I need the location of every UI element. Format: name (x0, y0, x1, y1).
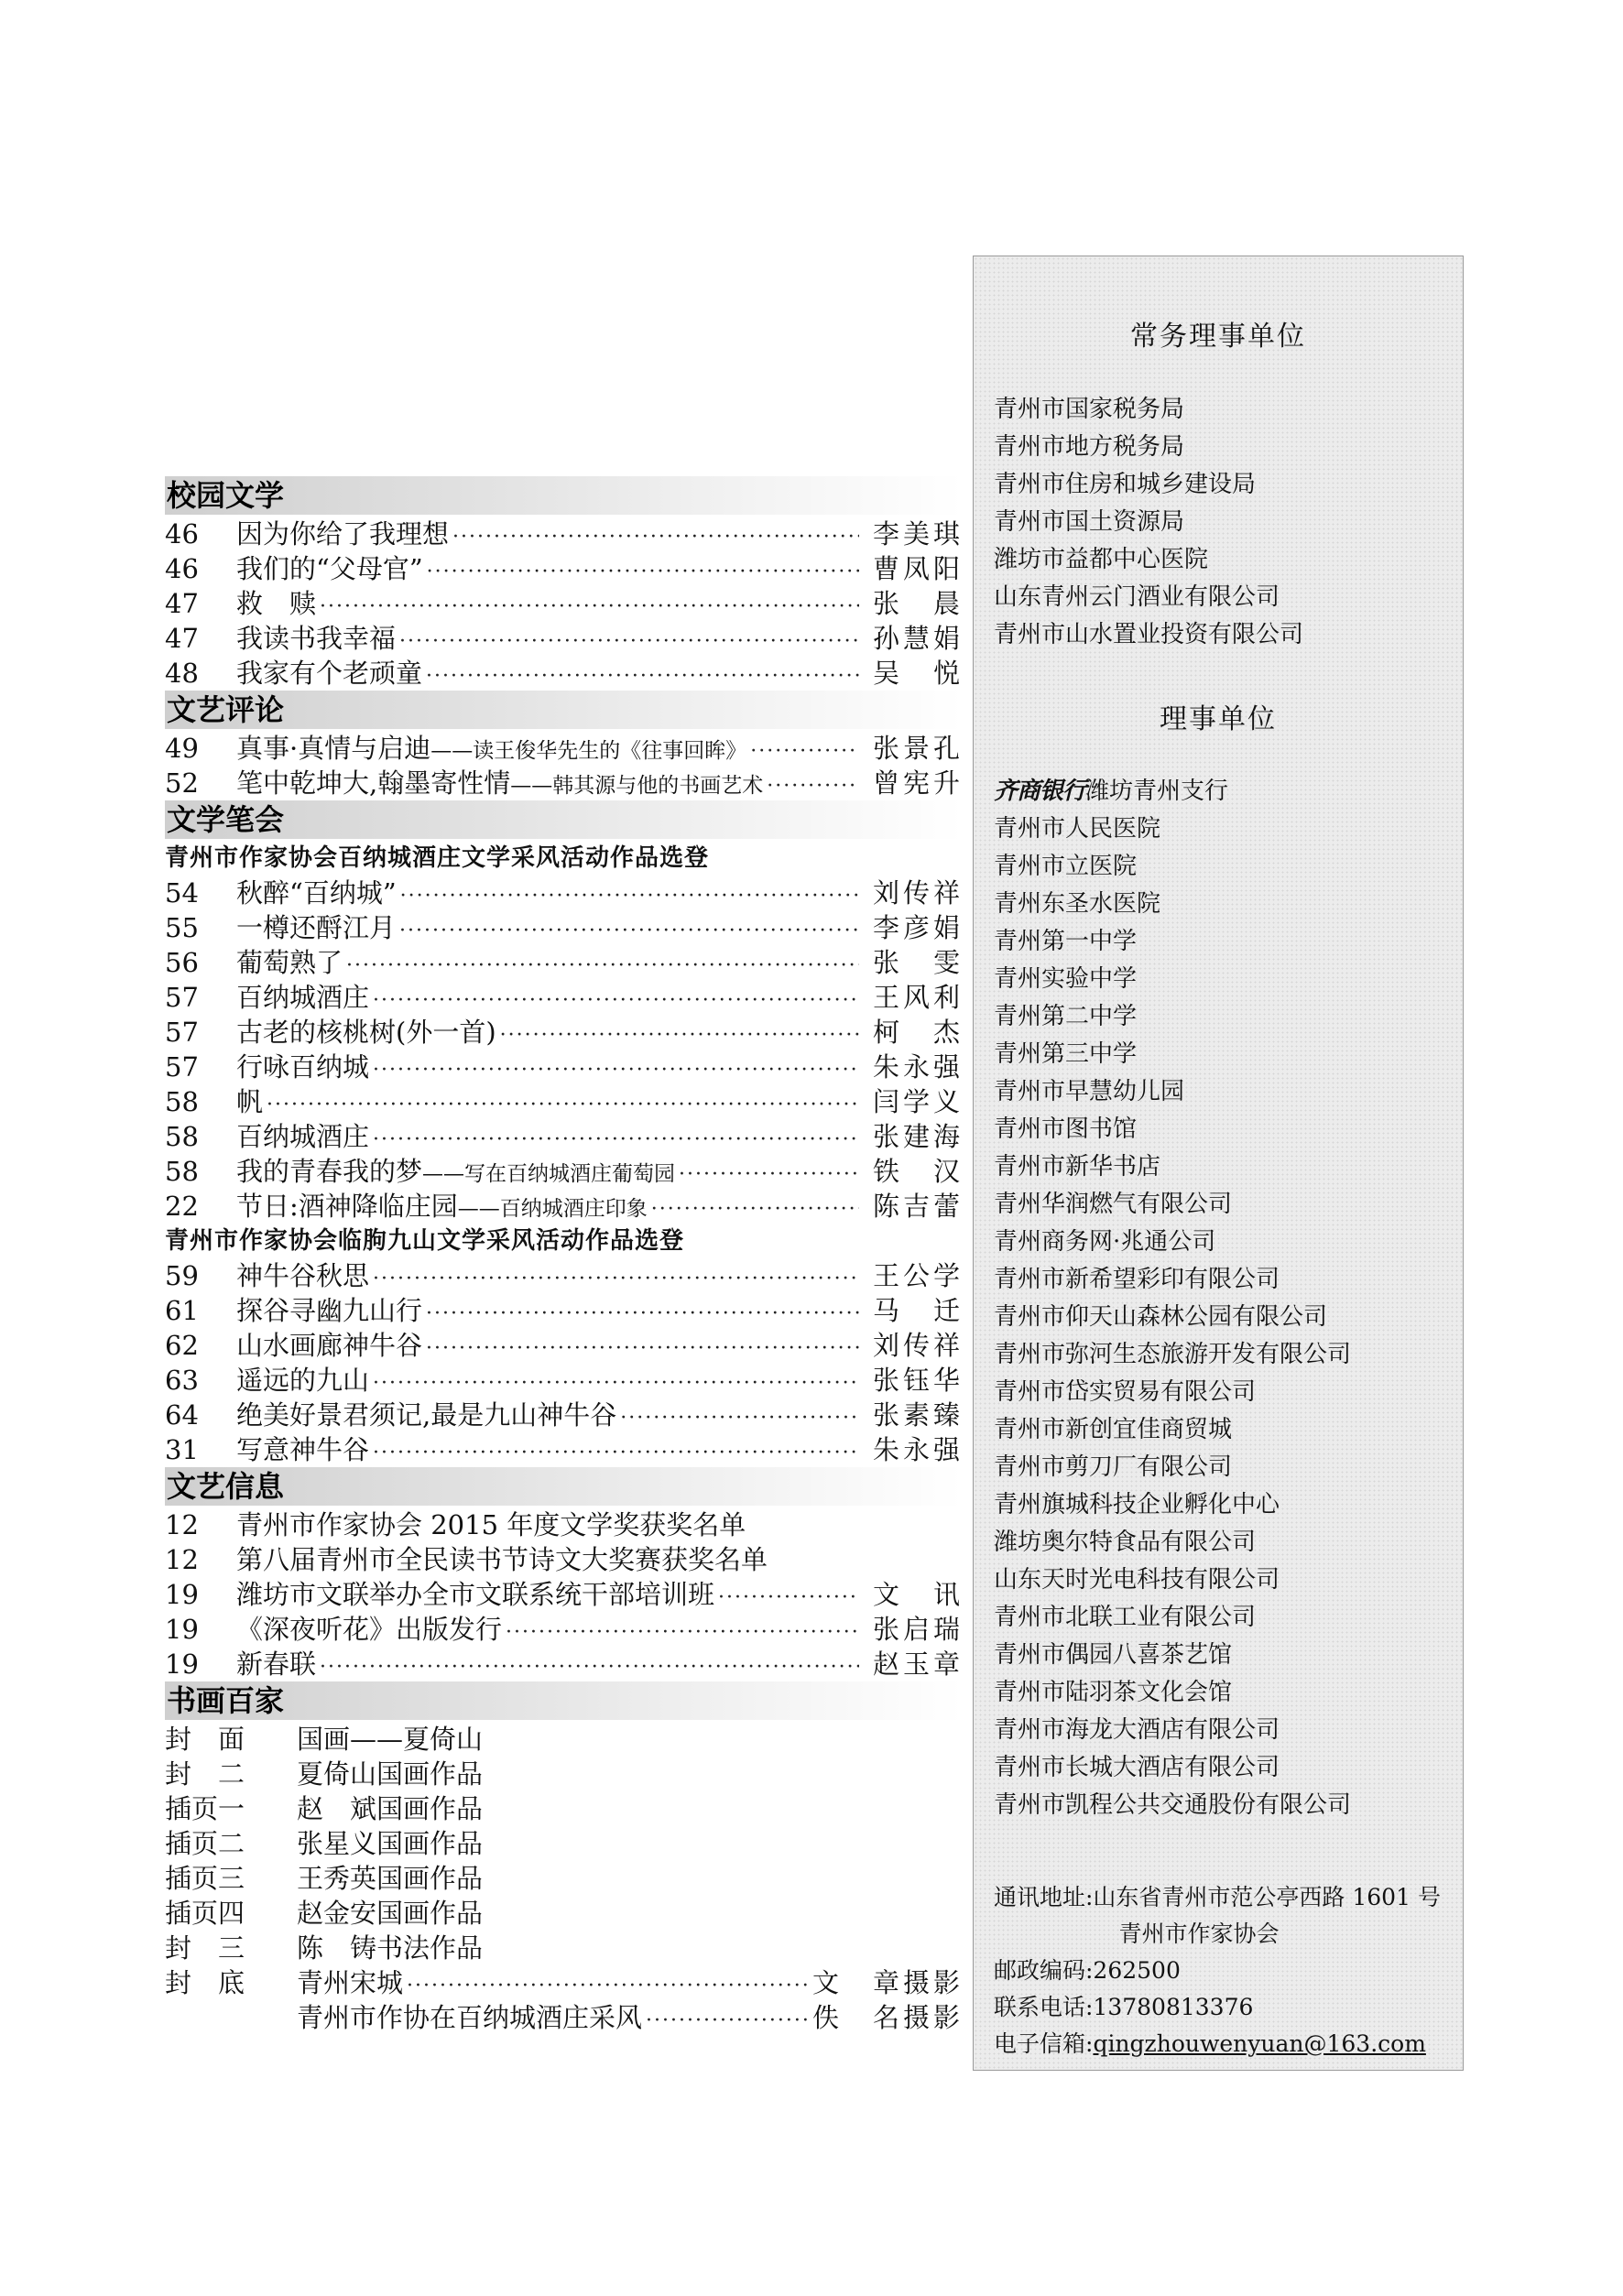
member: 青州第三中学 (994, 1040, 1138, 1068)
toc-row (165, 876, 964, 910)
section-header-info: 文艺信息 (165, 1467, 964, 1506)
toc-title: 古老的核桃树(外一首) (236, 1017, 496, 1048)
toc-page-number: 12 (165, 1544, 199, 1575)
member: 青州市立医院 (994, 853, 1138, 880)
toc-title: 因为你给了我理想 (236, 518, 450, 550)
standing-member: 山东青州云门酒业有限公司 (994, 583, 1280, 611)
back-cover-credit: 文 章摄影 (812, 1967, 964, 1998)
notes-group-heading-1: 青州市作家协会百纳城酒庄文学采风活动作品选登 (165, 844, 710, 872)
toc-page-number: 55 (165, 912, 199, 943)
toc-author: 马 迁 (872, 1295, 964, 1326)
toc-title: 葡萄熟了 (236, 947, 343, 978)
toc-author: 文 讯 (872, 1579, 964, 1610)
leader-dots (651, 1192, 859, 1227)
toc-page-number: 46 (165, 553, 199, 584)
toc-row (165, 1154, 964, 1189)
toc-title: 新春联 (236, 1649, 317, 1680)
section-header-review: 文艺评论 (165, 691, 964, 729)
toc-row (165, 766, 964, 800)
back-cover-row-2 (165, 2000, 964, 2035)
toc-author: 柯 杰 (872, 1017, 964, 1048)
toc-title: 第八届青州市全民读书节诗文大奖赛获奖名单 (236, 1544, 768, 1575)
toc-page-number: 48 (165, 658, 199, 689)
art-label: 封 三 (165, 1932, 245, 1964)
campus-list (165, 517, 964, 691)
notes-list-1 (165, 876, 964, 1224)
toc-row (165, 945, 964, 980)
members-title: 理事单位 (1160, 703, 1277, 735)
contact-block (994, 1879, 1441, 2062)
bank-entry (994, 773, 1351, 811)
toc-author: 张 晨 (872, 588, 964, 619)
toc-author: 闫学义 (872, 1086, 964, 1117)
art-row (165, 1861, 964, 1896)
member: 青州市新创宜佳商贸城 (994, 1416, 1233, 1443)
leader-dots (407, 1969, 809, 2004)
art-row (165, 1722, 964, 1757)
toc-page-number: 19 (165, 1614, 199, 1645)
toc-row (165, 1542, 964, 1577)
toc-page-number: 58 (165, 1086, 199, 1117)
standing-members-list (994, 391, 1303, 654)
info-list (165, 1507, 964, 1681)
toc-author: 铁 汉 (872, 1156, 964, 1187)
toc-page-number: 12 (165, 1509, 199, 1540)
toc-author: 吴 悦 (872, 658, 964, 689)
toc-page-number: 56 (165, 947, 199, 978)
toc-title: 神牛谷秋思 (236, 1260, 370, 1291)
toc-title: 帆 (236, 1086, 264, 1117)
art-label: 封 二 (165, 1758, 245, 1790)
toc-author: 刘传祥 (872, 877, 964, 909)
toc-row (165, 1612, 964, 1647)
leader-dots (320, 1650, 859, 1685)
notes-list-2 (165, 1258, 964, 1467)
back-cover-item-title: 青州市作协在百纳城酒庄采风 (297, 2002, 643, 2033)
toc-title: 百纳城酒庄 (236, 1121, 370, 1152)
member: 青州市偶园八喜茶艺馆 (994, 1641, 1233, 1669)
art-text: 国画——夏倚山 (297, 1724, 484, 1755)
toc-title: 《深夜听花》出版发行 (236, 1614, 503, 1645)
toc-row (165, 980, 964, 1015)
leader-dots (267, 1088, 859, 1123)
section-header-art: 书画百家 (165, 1681, 964, 1720)
toc-author: 张素臻 (872, 1399, 964, 1431)
back-cover-item-title: 青州宋城 (297, 1967, 404, 1998)
toc-page-number: 31 (165, 1434, 199, 1465)
toc-row (165, 1398, 964, 1432)
member: 山东天时光电科技有限公司 (994, 1566, 1280, 1594)
toc-subtitle: ——写在百纳城酒庄葡萄园 (422, 1162, 676, 1186)
toc-page-number: 19 (165, 1579, 199, 1610)
leader-dots (426, 1332, 859, 1366)
toc-author: 朱永强 (872, 1051, 964, 1083)
art-row (165, 1896, 964, 1931)
member: 青州市岱实贸易有限公司 (994, 1378, 1257, 1406)
back-cover-credit: 佚 名摄影 (812, 2002, 964, 2033)
leader-dots (373, 1053, 859, 1088)
toc-row (165, 656, 964, 691)
toc-author: 孙慧娟 (872, 623, 964, 654)
leader-dots (750, 735, 859, 769)
contact-email: qingzhouwenyuan@163.com (1093, 2030, 1426, 2057)
toc-title: 我读书我幸福 (236, 623, 397, 654)
art-text: 张星义国画作品 (297, 1828, 484, 1859)
contact-phone: 联系电话:13780813376 (994, 1994, 1254, 2020)
toc-page-number: 54 (165, 877, 199, 909)
toc-title: 救 赎 (236, 588, 317, 619)
toc-page-number: 47 (165, 623, 199, 654)
art-row (165, 1931, 964, 1965)
leader-dots (373, 1262, 859, 1297)
toc-row (165, 1293, 964, 1328)
leader-dots (767, 769, 859, 804)
toc-title: 遥远的九山 (236, 1365, 370, 1396)
member: 青州市图书馆 (994, 1115, 1138, 1143)
member: 青州市仰天山森林公园有限公司 (994, 1303, 1328, 1331)
toc-row (165, 586, 964, 621)
contact-org: 青州市作家协会 (1118, 1921, 1280, 1947)
art-label: 插页四 (165, 1898, 245, 1929)
toc-title: 山水画廊神牛谷 (236, 1330, 423, 1361)
toc-row (165, 517, 964, 551)
member: 青州商务网·兆通公司 (994, 1228, 1216, 1256)
contact-email-row (994, 2026, 1441, 2062)
toc-author: 张建海 (872, 1121, 964, 1152)
toc-page-number: 22 (165, 1191, 199, 1222)
standing-member: 潍坊市益都中心医院 (994, 546, 1209, 573)
art-row (165, 1757, 964, 1791)
toc-row (165, 1258, 964, 1293)
toc-author: 李美琪 (872, 518, 964, 550)
toc-title: 青州市作家协会 2015 年度文学奖获奖名单 (236, 1509, 746, 1540)
standing-member: 青州市地方税务局 (994, 433, 1185, 461)
toc-author: 朱永强 (872, 1434, 964, 1465)
toc-title: 我的青春我的梦 (236, 1156, 423, 1187)
leader-dots (399, 914, 859, 949)
toc-author: 曾宪升 (872, 767, 964, 799)
toc-subtitle: ——百纳城酒庄印象 (457, 1197, 648, 1221)
toc-title: 行咏百纳城 (236, 1051, 370, 1083)
art-text: 赵 斌国画作品 (297, 1793, 484, 1824)
toc-page-number: 57 (165, 1051, 199, 1083)
toc-title: 秋醉“百纳城” (236, 877, 397, 909)
member: 青州市新华书店 (994, 1153, 1161, 1181)
toc-subtitle: ——韩其源与他的书画艺术 (510, 774, 764, 798)
section-header-notes: 文学笔会 (165, 800, 964, 839)
toc-page-number: 49 (165, 733, 199, 764)
member: 青州旗城科技企业孵化中心 (994, 1491, 1280, 1518)
leader-dots (399, 625, 859, 659)
toc-row (165, 1577, 964, 1612)
contact-postcode: 邮政编码:262500 (994, 1957, 1181, 1984)
toc-row (165, 1189, 964, 1224)
art-label: 插页三 (165, 1863, 245, 1894)
toc-row (165, 1015, 964, 1050)
toc-row (165, 1363, 964, 1398)
standing-member: 青州市国家税务局 (994, 396, 1185, 423)
toc-title: 一樽还酹江月 (236, 912, 397, 943)
toc-title: 潍坊市文联举办全市文联系统干部培训班 (236, 1579, 715, 1610)
toc-subtitle: ——读王俊华先生的《往事回眸》 (430, 739, 747, 763)
art-list (165, 1722, 964, 1965)
art-row (165, 1826, 964, 1861)
toc-title: 我们的“父母官” (236, 553, 423, 584)
member: 青州第二中学 (994, 1003, 1138, 1030)
member: 青州市凯程公共交通股份有限公司 (994, 1791, 1352, 1819)
leader-dots (679, 1158, 859, 1192)
toc-page-number: 58 (165, 1121, 199, 1152)
leader-dots (373, 1366, 859, 1401)
toc-author: 刘传祥 (872, 1330, 964, 1361)
back-cover-label: 封 底 (165, 1967, 245, 1998)
leader-dots (373, 984, 859, 1018)
toc-page-number: 59 (165, 1260, 199, 1291)
member: 青州市早慧幼儿园 (994, 1078, 1185, 1105)
toc-page-number: 62 (165, 1330, 199, 1361)
art-label: 插页一 (165, 1793, 245, 1824)
toc-row (165, 1328, 964, 1363)
toc-row (165, 1647, 964, 1681)
member: 潍坊奥尔特食品有限公司 (994, 1529, 1257, 1556)
back-cover-row-1 (165, 1965, 964, 2000)
review-list (165, 731, 964, 800)
toc-row (165, 1119, 964, 1154)
toc-page-number: 19 (165, 1649, 199, 1680)
standing-member: 青州市国土资源局 (994, 508, 1185, 536)
leader-dots (426, 1297, 859, 1332)
table-of-contents (165, 476, 964, 2035)
toc-page-number: 64 (165, 1399, 199, 1431)
toc-author: 李彦娟 (872, 912, 964, 943)
leader-dots (373, 1123, 859, 1158)
leader-dots (620, 1401, 859, 1436)
toc-author: 张 雯 (872, 947, 964, 978)
toc-title: 写意神牛谷 (236, 1434, 370, 1465)
member: 青州第一中学 (994, 928, 1138, 955)
member: 青州东圣水医院 (994, 890, 1161, 918)
member: 青州市北联工业有限公司 (994, 1604, 1257, 1631)
toc-page-number: 47 (165, 588, 199, 619)
toc-row (165, 910, 964, 945)
toc-page-number: 46 (165, 518, 199, 550)
toc-page-number: 57 (165, 982, 199, 1013)
art-label: 封 面 (165, 1724, 245, 1755)
notes-group-heading-2: 青州市作家协会临朐九山文学采风活动作品选登 (165, 1227, 685, 1255)
standing-member: 青州市住房和城乡建设局 (994, 471, 1257, 498)
art-text: 王秀英国画作品 (297, 1863, 484, 1894)
bank-branch: 潍坊青州支行 (1085, 778, 1229, 805)
leader-dots (646, 2004, 809, 2039)
toc-page-number: 52 (165, 767, 199, 799)
members-list (994, 773, 1352, 1819)
toc-author: 曹凤阳 (872, 553, 964, 584)
toc-row (165, 621, 964, 656)
toc-author: 张启瑞 (872, 1614, 964, 1645)
toc-row (165, 1050, 964, 1084)
toc-title: 真事·真情与启迪 (236, 733, 431, 764)
toc-row (165, 551, 964, 586)
toc-page-number: 57 (165, 1017, 199, 1048)
member: 青州市陆羽茶文化会馆 (994, 1679, 1233, 1706)
toc-row (165, 1432, 964, 1467)
member: 青州市长城大酒店有限公司 (994, 1754, 1280, 1781)
toc-author: 张钰华 (872, 1365, 964, 1396)
bank-logo: 齐商银行 (994, 778, 1086, 805)
leader-dots (718, 1581, 859, 1616)
art-row (165, 1791, 964, 1826)
leader-dots (426, 659, 859, 694)
toc-title: 绝美好景君须记,最是九山神牛谷 (236, 1399, 617, 1431)
member: 青州市剪刀厂有限公司 (994, 1453, 1233, 1481)
leader-dots (506, 1616, 859, 1650)
toc-author: 张景孔 (872, 733, 964, 764)
member: 青州实验中学 (994, 965, 1138, 993)
section-header-campus: 校园文学 (165, 476, 964, 515)
toc-title: 节日:酒神降临庄园 (236, 1191, 458, 1222)
toc-title: 探谷寻幽九山行 (236, 1295, 423, 1326)
leader-dots (452, 520, 859, 555)
member: 青州华润燃气有限公司 (994, 1191, 1233, 1218)
leader-dots (500, 1018, 859, 1053)
toc-author: 赵玉章 (872, 1649, 964, 1680)
art-text: 赵金安国画作品 (297, 1898, 484, 1929)
toc-title: 我家有个老顽童 (236, 658, 423, 689)
leader-dots (427, 555, 859, 590)
toc-page-number: 63 (165, 1365, 199, 1396)
member: 青州市人民医院 (994, 815, 1161, 843)
member: 青州市弥河生态旅游开发有限公司 (994, 1341, 1352, 1368)
members-list-body (994, 811, 1352, 1819)
leader-dots (320, 590, 859, 625)
member: 青州市新希望彩印有限公司 (994, 1266, 1280, 1293)
leader-dots (373, 1436, 859, 1471)
leader-dots (346, 949, 859, 984)
standing-member: 青州市山水置业投资有限公司 (994, 621, 1304, 648)
sponsor-box (973, 256, 1464, 2071)
art-label: 插页二 (165, 1828, 245, 1859)
toc-row (165, 731, 964, 766)
standing-members-title: 常务理事单位 (1130, 321, 1306, 353)
leader-dots (400, 879, 859, 914)
art-text: 夏倚山国画作品 (297, 1758, 484, 1790)
toc-title: 百纳城酒庄 (236, 982, 370, 1013)
toc-page-number: 61 (165, 1295, 199, 1326)
toc-row (165, 1507, 964, 1542)
toc-author: 王公学 (872, 1260, 964, 1291)
contact-address: 通讯地址:山东省青州市范公亭西路 1601 号 (994, 1884, 1441, 1910)
member: 青州市海龙大酒店有限公司 (994, 1716, 1280, 1744)
toc-row (165, 1084, 964, 1119)
art-text: 陈 铸书法作品 (297, 1932, 484, 1964)
toc-author: 陈吉蕾 (872, 1191, 964, 1222)
toc-author: 王风利 (872, 982, 964, 1013)
toc-page-number: 58 (165, 1156, 199, 1187)
contact-email-label: 电子信箱: (994, 2030, 1094, 2057)
toc-title: 笔中乾坤大,翰墨寄性情 (236, 767, 511, 799)
